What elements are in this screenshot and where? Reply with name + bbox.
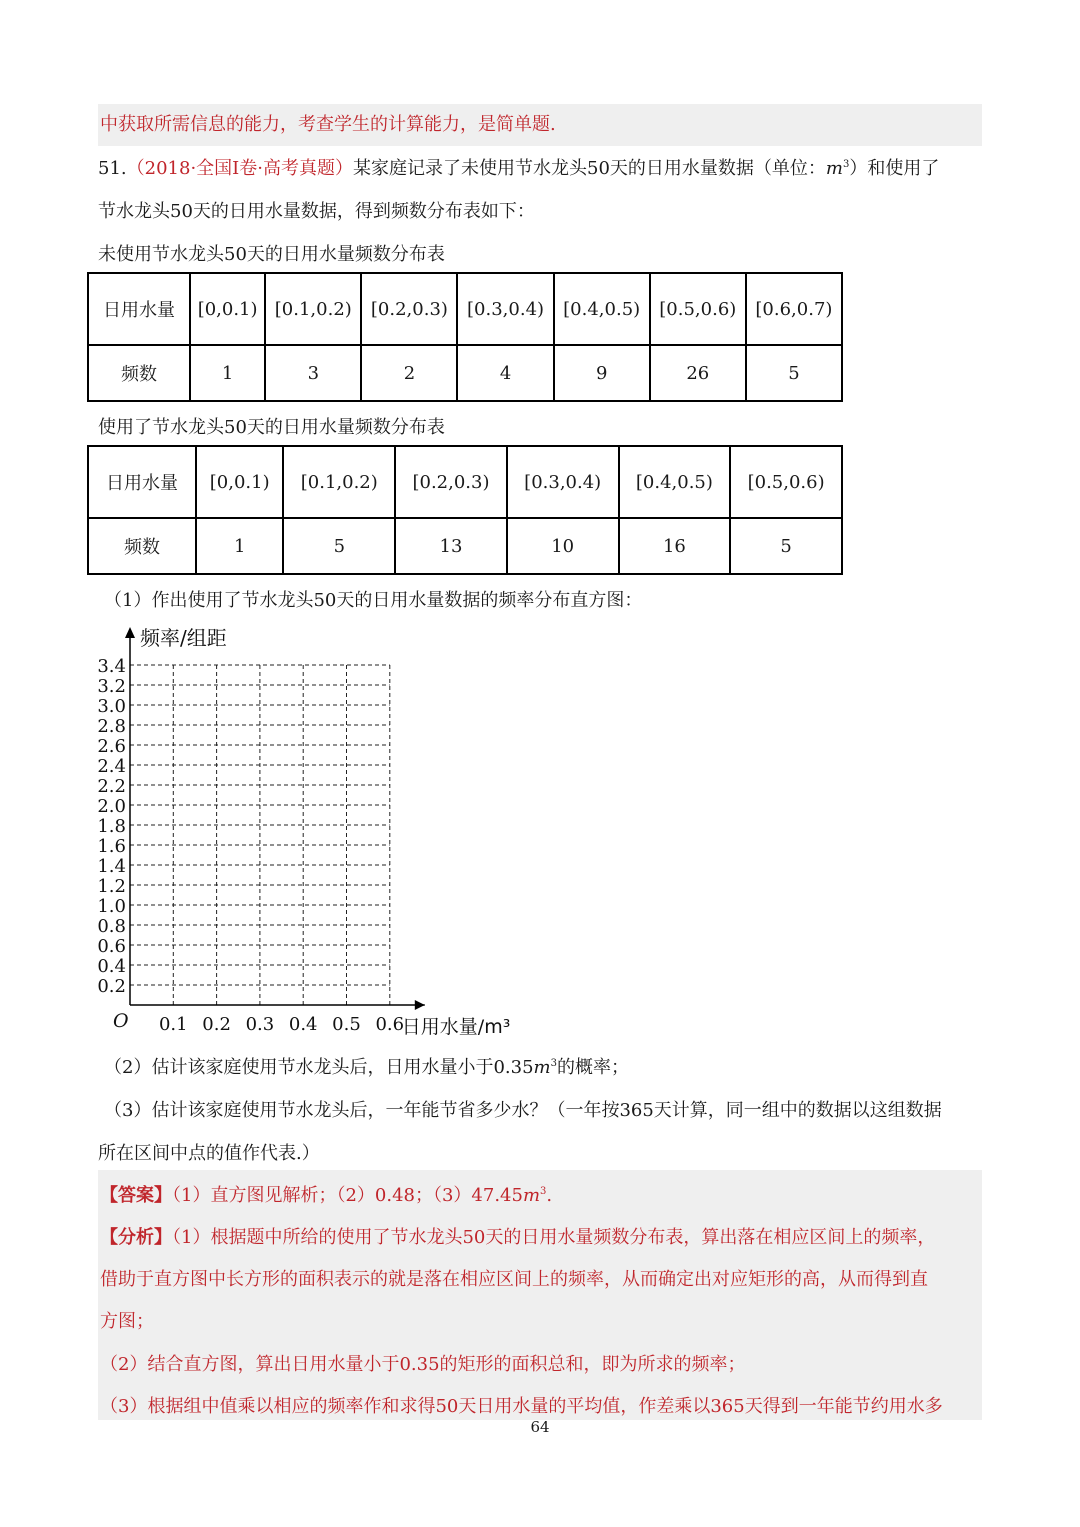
unit-exp: 3 bbox=[843, 159, 850, 170]
x-tick-label: 0.4 bbox=[288, 1014, 318, 1035]
y-tick-label: 3.2 bbox=[97, 676, 126, 697]
table2-interval: [0.4,0.5) bbox=[619, 446, 731, 518]
question-3-line2: 所在区间中点的值作代表.） bbox=[98, 1143, 320, 1164]
y-tick-label: 2.2 bbox=[97, 776, 126, 797]
table1-interval: [0,0.1) bbox=[190, 273, 265, 345]
table1-interval: [0.2,0.3) bbox=[361, 273, 457, 345]
table2-count: 16 bbox=[619, 518, 731, 574]
unit-m: m bbox=[825, 158, 843, 179]
answer-analysis-block bbox=[98, 1170, 982, 1420]
table1-interval: [0.5,0.6) bbox=[650, 273, 746, 345]
table1-caption: 未使用节水龙头50天的日用水量频数分布表 bbox=[98, 244, 445, 265]
analysis-line3: 方图； bbox=[100, 1311, 154, 1332]
y-tick-label: 0.2 bbox=[97, 976, 126, 997]
x-axis-arrow bbox=[415, 1000, 425, 1010]
table2-count: 10 bbox=[507, 518, 619, 574]
analysis-text-1: （1）根据题中所给的使用了节水龙头50天的日用水量频数分布表，算出落在相应区间上的频率， bbox=[172, 1227, 936, 1248]
table1-interval: [0.1,0.2) bbox=[265, 273, 361, 345]
stem-text-b: ）和使用了 bbox=[849, 158, 940, 179]
continued-analysis-note: 中获取所需信息的能力，考查学生的计算能力，是简单题. bbox=[98, 104, 982, 146]
table1-interval: [0.6,0.7) bbox=[746, 273, 842, 345]
table2-freq-header: 频数 bbox=[88, 518, 196, 574]
question-2 bbox=[104, 1053, 629, 1079]
table1-count: 26 bbox=[650, 345, 746, 401]
q2-unit: m bbox=[533, 1057, 551, 1078]
x-tick-label: 0.5 bbox=[332, 1014, 361, 1035]
y-tick-label: 3.0 bbox=[97, 696, 126, 717]
table2-count: 5 bbox=[730, 518, 842, 574]
x-tick-label: 0.2 bbox=[202, 1014, 231, 1035]
x-tick-label: 0.6 bbox=[375, 1014, 405, 1035]
table1-count: 2 bbox=[361, 345, 457, 401]
table2-interval: [0.2,0.3) bbox=[395, 446, 507, 518]
question-1: （1）作出使用了节水龙头50天的日用水量数据的频率分布直方图： bbox=[104, 590, 643, 611]
table1-interval: [0.3,0.4) bbox=[457, 273, 553, 345]
table2-count: 5 bbox=[283, 518, 395, 574]
y-tick-label: 1.6 bbox=[97, 836, 126, 857]
y-tick-label: 1.4 bbox=[97, 856, 126, 877]
y-tick-label: 2.0 bbox=[97, 796, 126, 817]
y-tick-label: 2.8 bbox=[97, 716, 126, 737]
problem-stem-line2: 节水龙头50天的日用水量数据，得到频数分布表如下： bbox=[98, 201, 535, 222]
analysis-line2: 借助于直方图中长方形的面积表示的就是落在相应区间上的频率，从而确定出对应矩形的高，从而得到直 bbox=[100, 1269, 928, 1290]
q2-text-b: 的概率； bbox=[556, 1057, 629, 1078]
y-axis-arrow bbox=[125, 627, 135, 638]
answer-line bbox=[100, 1181, 552, 1207]
problem-source: （2018·全国Ⅰ卷·高考真题） bbox=[126, 158, 354, 179]
table2-treated bbox=[87, 445, 843, 575]
table2-caption: 使用了节水龙头50天的日用水量频数分布表 bbox=[98, 417, 445, 438]
table2-count: 1 bbox=[196, 518, 283, 574]
y-tick-label: 0.4 bbox=[97, 956, 126, 977]
x-tick-label: 0.1 bbox=[158, 1014, 188, 1035]
problem-number: 51. bbox=[98, 158, 127, 179]
x-axis-label: 日用水量/m³ bbox=[401, 1016, 511, 1038]
y-axis-label: 频率/组距 bbox=[140, 626, 227, 650]
origin-label: O bbox=[113, 1010, 129, 1032]
answer-exp: 3 bbox=[540, 1186, 547, 1197]
table1-count: 3 bbox=[265, 345, 361, 401]
table2-interval: [0,0.1) bbox=[196, 446, 283, 518]
analysis-line4: （2）结合直方图，算出日用水量小于0.35的矩形的面积总和，即为所求的频率； bbox=[100, 1354, 746, 1375]
q2-exp: 3 bbox=[550, 1058, 557, 1069]
table1-freq-header: 频数 bbox=[88, 345, 190, 401]
analysis-line1 bbox=[100, 1223, 935, 1249]
analysis-tag: 【分析】 bbox=[100, 1227, 172, 1248]
question-3-line1: （3）估计该家庭使用节水龙头后，一年能节省多少水？（一年按365天计算，同一组中的数据以这组数据 bbox=[104, 1100, 942, 1121]
table2-interval: [0.1,0.2) bbox=[283, 446, 395, 518]
x-tick-label: 0.3 bbox=[245, 1014, 275, 1035]
y-tick-label: 0.8 bbox=[97, 916, 126, 937]
answer-text-b: . bbox=[546, 1185, 553, 1206]
answer-tag: 【答案】 bbox=[100, 1185, 172, 1206]
y-tick-label: 0.6 bbox=[97, 936, 126, 957]
answer-unit: m bbox=[522, 1185, 541, 1206]
table2-count: 13 bbox=[395, 518, 507, 574]
y-tick-label: 2.4 bbox=[97, 756, 126, 777]
analysis-line5: （3）根据组中值乘以相应的频率作和求得50天日用水量的平均值，作差乘以365天得到一年能节约用水多 bbox=[100, 1396, 943, 1417]
table1-row-header: 日用水量 bbox=[88, 273, 190, 345]
y-tick-label: 2.6 bbox=[97, 736, 126, 757]
table1-interval: [0.4,0.5) bbox=[554, 273, 650, 345]
table2-interval: [0.3,0.4) bbox=[507, 446, 619, 518]
q2-text-a: （2）估计该家庭使用节水龙头后，日用水量小于0.35 bbox=[104, 1057, 534, 1078]
y-tick-label: 1.2 bbox=[97, 876, 126, 897]
table1-count: 5 bbox=[746, 345, 842, 401]
blank-histogram-grid bbox=[0, 615, 560, 1045]
y-tick-label: 3.4 bbox=[97, 656, 126, 677]
table1-count: 9 bbox=[554, 345, 650, 401]
table1-count: 4 bbox=[457, 345, 553, 401]
table1-count: 1 bbox=[190, 345, 265, 401]
y-tick-label: 1.8 bbox=[97, 816, 126, 837]
stem-text-a: 某家庭记录了未使用节水龙头50天的日用水量数据（单位： bbox=[353, 158, 826, 179]
page-number: 64 bbox=[530, 1418, 550, 1436]
answer-text-a: （1）直方图见解析；（2）0.48；（3）47.45 bbox=[172, 1185, 523, 1206]
table2-interval: [0.5,0.6) bbox=[730, 446, 842, 518]
table2-row-header: 日用水量 bbox=[88, 446, 196, 518]
table1-untreated bbox=[87, 272, 843, 402]
problem-stem-line1 bbox=[98, 154, 939, 180]
y-tick-label: 1.0 bbox=[97, 896, 126, 917]
